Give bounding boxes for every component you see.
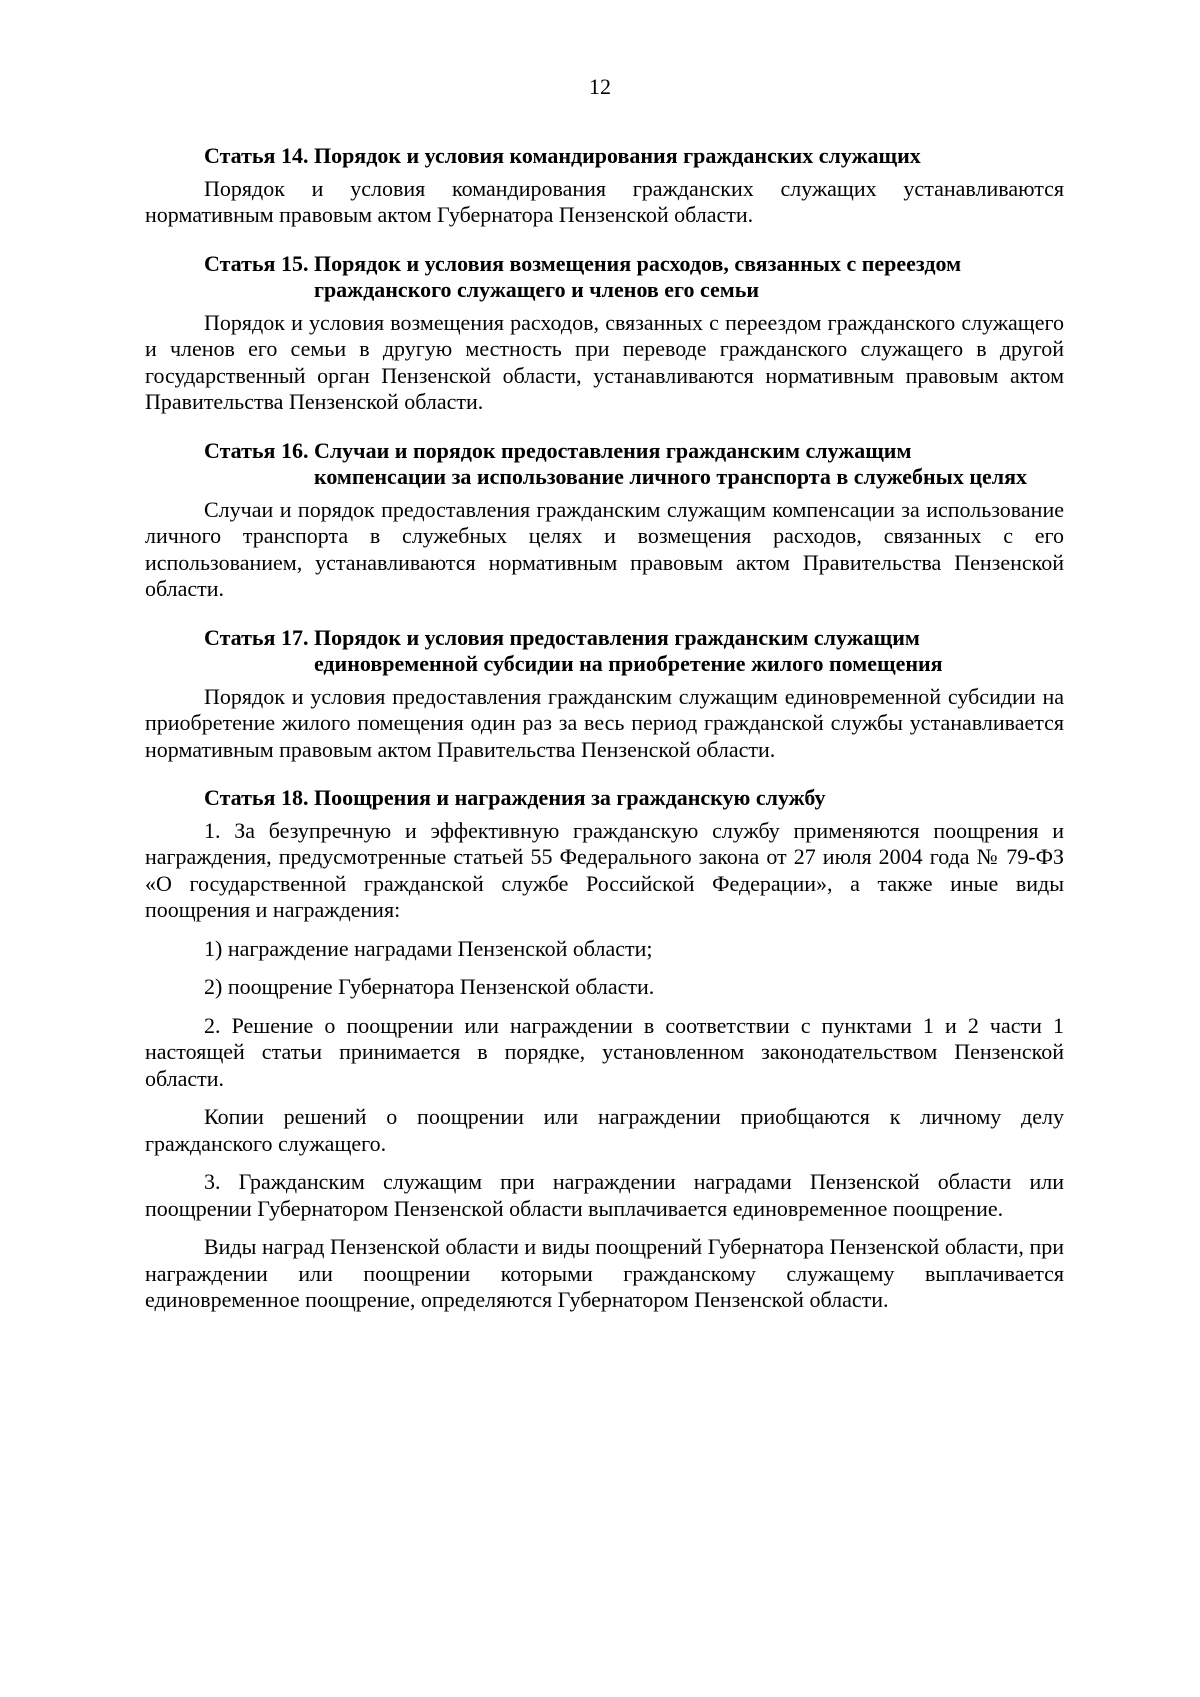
paragraph: Порядок и условия возмещения расходов, связанных с переездом гражданского служащего и членов его семьи в другую местность при переводе гражданского служащего в другой государственный орган Пензенской области, устанавливаются нормативным правовым актом Правительства Пензенской области. — [145, 309, 1064, 414]
article-label: Статья 15. — [204, 250, 309, 276]
paragraph: Копии решений о поощрении или награждении приобщаются к личному делу гражданского служащего. — [145, 1104, 1064, 1156]
article-title: Порядок и условия предоставления гражданским служащим единовременной субсидии на приобретение жилого помещения — [313, 624, 943, 676]
article-14 — [145, 143, 1064, 229]
paragraph: 2. Решение о поощрении или награждении в соответствии с пунктами 1 и 2 части 1 настоящей статьи принимается в порядке, установленном законодательством Пензенской области. — [145, 1012, 1064, 1091]
article-title: Поощрения и награждения за гражданскую службу — [313, 785, 826, 810]
article-title: Случаи и порядок предоставления гражданским служащим компенсации за использование личного транспорта в служебных целях — [313, 437, 1028, 489]
article-label: Статья 17. — [204, 624, 309, 650]
document-body — [145, 143, 1064, 1326]
page-number: 12 — [589, 74, 611, 99]
paragraph: 3. Гражданским служащим при награждении наградами Пензенской области или поощрении Губернатором Пензенской области выплачивается единовременное поощрение. — [145, 1169, 1064, 1221]
article-heading — [145, 251, 1064, 304]
paragraph: Виды наград Пензенской области и виды поощрений Губернатора Пензенской области, при награждении или поощрении которыми гражданскому служащему выплачивается единовременное поощрение, определяются Губернатором Пензенской области. — [145, 1234, 1064, 1312]
article-title: Порядок и условия возмещения расходов, связанных с переездом гражданского служащего и членов его семьи — [313, 250, 962, 302]
article-heading — [145, 785, 1064, 812]
list-item: 1) награждение наградами Пензенской области; — [204, 935, 653, 961]
paragraph: Случаи и порядок предоставления гражданским служащим компенсации за использование личного транспорта в служебных целях и возмещения расходов, связанных с его использованием, устанавливаются нормативным правовым актом Правительства Пензенской области. — [145, 496, 1064, 601]
article-heading — [145, 438, 1064, 491]
list-item: 2) поощрение Губернатора Пензенской области. — [204, 974, 655, 999]
article-label: Статья 18. — [204, 785, 309, 810]
article-15 — [145, 251, 1064, 416]
article-17 — [145, 625, 1064, 764]
article-title: Порядок и условия командирования гражданских служащих — [313, 143, 921, 168]
article-18 — [145, 785, 1064, 1314]
article-heading — [145, 143, 1064, 170]
article-label: Статья 14. — [204, 143, 309, 168]
article-16 — [145, 438, 1064, 603]
article-heading — [145, 625, 1064, 678]
paragraph: 1. За безупречную и эффективную гражданскую службу применяются поощрения и награждения, предусмотренные статьей 55 Федерального закона от 27 июля 2004 года № 79-ФЗ «О государственной гражданской службе Российской Федерации», а также иные виды поощрения и награждения: — [145, 817, 1064, 922]
paragraph: Порядок и условия командирования гражданских служащих устанавливаются нормативным правовым актом Губернатора Пензенской области. — [145, 175, 1064, 227]
paragraph: Порядок и условия предоставления гражданским служащим единовременной субсидии на приобретение жилого помещения один раз за весь период гражданской службы устанавливается нормативным правовым актом Правительства Пензенской области. — [145, 683, 1064, 762]
article-label: Статья 16. — [204, 437, 309, 463]
